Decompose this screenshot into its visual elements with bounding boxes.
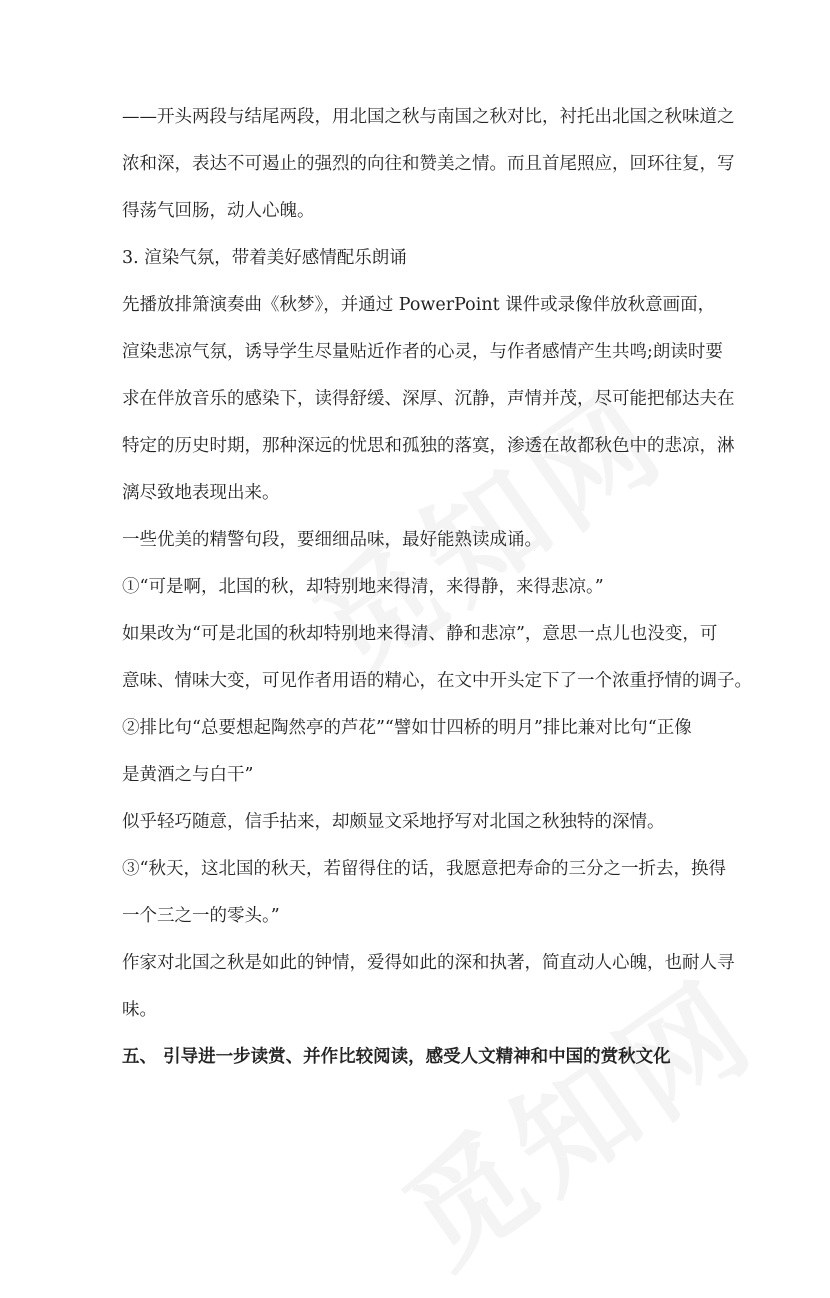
text-line: 意味、情味大变，可见作者用语的精心，在文中开头定下了一个浓重抒情的调子。 — [122, 671, 752, 691]
text-line: 是黄酒之与白干” — [122, 765, 254, 785]
text-line: 渲染悲凉气氛，诱导学生尽量贴近作者的心灵，与作者感情产生共鸣;朗读时要 — [122, 342, 723, 362]
text-line: 似乎轻巧随意，信手拈来，却颇显文采地抒写对北国之秋独特的深情。 — [122, 812, 665, 832]
quote-line: ①“可是啊，北国的秋，却特别地来得清，来得静，来得悲凉。” — [122, 577, 604, 597]
text-line: 一些优美的精警句段，要细细品味，最好能熟读成诵。 — [122, 530, 542, 550]
text-line: 一个三之一的零头。” — [122, 906, 280, 926]
text-line: 先播放排箫演奏曲《秋梦》，并通过 PowerPoint 课件或录像伴放秋意画面， — [122, 295, 716, 315]
text-line: 得荡气回肠，动人心魄。 — [122, 201, 315, 221]
text-line: 求在伴放音乐的感染下，读得舒缓、深厚、沉静，声情并茂，尽可能把郁达夫在 — [122, 389, 735, 409]
text-line: ——开头两段与结尾两段，用北国之秋与南国之秋对比，衬托出北国之秋味道之 — [122, 107, 735, 127]
text-line: 如果改为“可是北国的秋却特别地来得清、静和悲凉”，意思一点儿也没变，可 — [122, 624, 718, 644]
text-line: 浓和深，表达不可遏止的强烈的向往和赞美之情。而且首尾照应，回环往复，写 — [122, 154, 735, 174]
section-heading: 五、 引导进一步读赏、并作比较阅读，感受人文精神和中国的赏秋文化 — [122, 1047, 671, 1067]
subheading-line: 3. 渲染气氛，带着美好感情配乐朗诵 — [122, 248, 407, 268]
watermark — [366, 934, 784, 1298]
text-line: 特定的历史时期，那种深远的忧思和孤独的落寞，渗透在故都秋色中的悲凉，淋 — [122, 436, 735, 456]
text-line: 味。 — [122, 1000, 157, 1020]
text-line: 漓尽致地表现出来。 — [122, 483, 280, 503]
quote-line: ③“秋天，这北国的秋天，若留得住的话，我愿意把寿命的三分之一折去，换得 — [122, 859, 726, 879]
text-line: 作家对北国之秋是如此的钟情，爱得如此的深和执著，简直动人心魄，也耐人寻 — [122, 953, 735, 973]
quote-line: ②排比句“总要想起陶然亭的芦花”“譬如廿四桥的明月”排比兼对比句“正像 — [122, 718, 692, 738]
